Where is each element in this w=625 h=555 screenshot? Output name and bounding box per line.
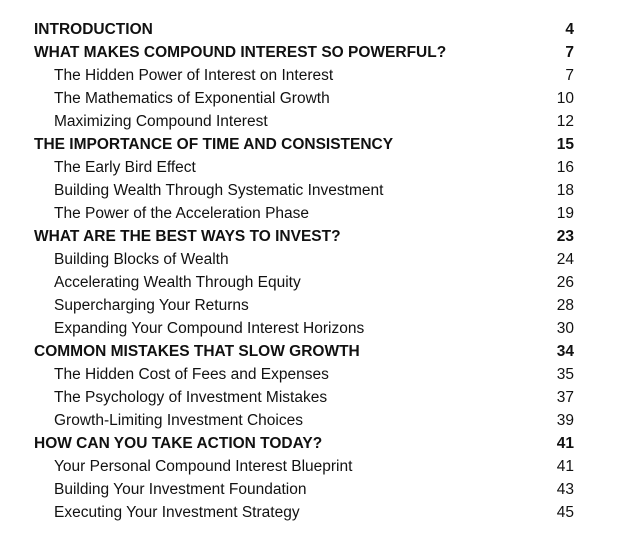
toc-entry-title: Supercharging Your Returns — [54, 297, 249, 314]
toc-subsection-entry[interactable] — [34, 110, 574, 133]
toc-subsection-entry[interactable] — [34, 455, 574, 478]
toc-subsection-entry[interactable] — [34, 87, 574, 110]
toc-entry-page: 19 — [556, 205, 574, 222]
toc-entry-page: 15 — [556, 136, 574, 153]
toc-subsection-entry[interactable] — [34, 501, 574, 524]
toc-entry-page: 18 — [556, 182, 574, 199]
toc-entry-title: Growth-Limiting Investment Choices — [54, 412, 303, 429]
toc-entry-title: Building Blocks of Wealth — [54, 251, 229, 268]
toc-entry-page: 41 — [556, 435, 574, 452]
toc-entry-title: Executing Your Investment Strategy — [54, 504, 300, 521]
toc-entry-title: The Psychology of Investment Mistakes — [54, 389, 328, 406]
toc-subsection-entry[interactable] — [34, 317, 574, 340]
toc-entry-title: The Hidden Power of Interest on Interest — [54, 67, 334, 84]
toc-entry-page: 7 — [565, 67, 574, 84]
toc-subsection-entry[interactable] — [34, 156, 574, 179]
toc-entry-title: INTRODUCTION — [34, 21, 153, 38]
toc-entry-title: HOW CAN YOU TAKE ACTION TODAY? — [34, 435, 323, 452]
toc-section-entry[interactable] — [34, 432, 574, 455]
table-of-contents — [34, 18, 574, 524]
toc-subsection-entry[interactable] — [34, 248, 574, 271]
toc-entry-page: 4 — [565, 21, 574, 38]
toc-section-entry[interactable] — [34, 340, 574, 363]
toc-entry-page: 30 — [556, 320, 574, 337]
toc-entry-title: The Power of the Acceleration Phase — [54, 205, 310, 222]
toc-entry-page: 28 — [556, 297, 574, 314]
toc-section-entry[interactable] — [34, 41, 574, 64]
toc-entry-page: 26 — [556, 274, 574, 291]
toc-subsection-entry[interactable] — [34, 478, 574, 501]
toc-entry-page: 23 — [556, 228, 574, 245]
toc-subsection-entry[interactable] — [34, 64, 574, 87]
toc-entry-page: 16 — [556, 159, 574, 176]
toc-section-entry[interactable] — [34, 18, 574, 41]
toc-section-entry[interactable] — [34, 133, 574, 156]
toc-subsection-entry[interactable] — [34, 294, 574, 317]
toc-entry-title: Accelerating Wealth Through Equity — [54, 274, 301, 291]
toc-subsection-entry[interactable] — [34, 271, 574, 294]
toc-entry-page: 24 — [556, 251, 574, 268]
toc-entry-page: 35 — [556, 366, 574, 383]
toc-entry-title: The Hidden Cost of Fees and Expenses — [54, 366, 329, 383]
toc-entry-title: Your Personal Compound Interest Blueprint — [54, 458, 353, 475]
toc-subsection-entry[interactable] — [34, 179, 574, 202]
toc-entry-page: 37 — [556, 389, 574, 406]
toc-entry-page: 41 — [556, 458, 574, 475]
toc-entry-page: 43 — [556, 481, 574, 498]
toc-subsection-entry[interactable] — [34, 202, 574, 225]
toc-entry-page: 45 — [556, 504, 574, 521]
toc-entry-title: The Mathematics of Exponential Growth — [54, 90, 330, 107]
toc-entry-title: Expanding Your Compound Interest Horizons — [54, 320, 365, 337]
toc-entry-page: 39 — [556, 412, 574, 429]
toc-subsection-entry[interactable] — [34, 363, 574, 386]
toc-entry-page: 7 — [565, 44, 574, 61]
toc-section-entry[interactable] — [34, 225, 574, 248]
toc-entry-title: Maximizing Compound Interest — [54, 113, 268, 130]
toc-entry-title: THE IMPORTANCE OF TIME AND CONSISTENCY — [34, 136, 394, 153]
toc-subsection-entry[interactable] — [34, 386, 574, 409]
toc-subsection-entry[interactable] — [34, 409, 574, 432]
toc-entry-title: Building Wealth Through Systematic Investment — [54, 182, 384, 199]
toc-entry-title: COMMON MISTAKES THAT SLOW GROWTH — [34, 343, 360, 360]
toc-entry-page: 34 — [556, 343, 574, 360]
toc-entry-page: 10 — [556, 90, 574, 107]
toc-entry-title: The Early Bird Effect — [54, 159, 196, 176]
toc-entry-page: 12 — [556, 113, 574, 130]
toc-entry-title: Building Your Investment Foundation — [54, 481, 307, 498]
toc-entry-title: WHAT MAKES COMPOUND INTEREST SO POWERFUL? — [34, 44, 447, 61]
toc-entry-title: WHAT ARE THE BEST WAYS TO INVEST? — [34, 228, 341, 245]
